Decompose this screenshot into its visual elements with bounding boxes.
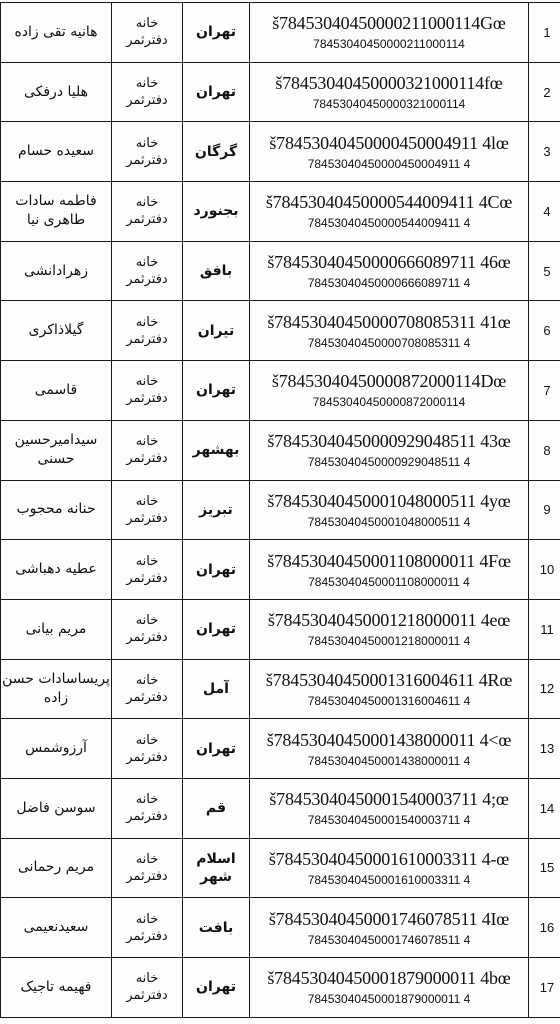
tracking-code-cell: [250, 838, 529, 898]
table-row: [1, 659, 560, 719]
tracking-number: 78453040450000872000114: [312, 395, 466, 410]
person-name: سوسن فاضل: [16, 799, 96, 816]
office-type-line1: خانه: [135, 971, 159, 987]
row-index: 13: [539, 741, 555, 757]
office-type-line1: خانه: [135, 314, 159, 330]
person-name-cell: [1, 898, 112, 958]
row-index-cell: [529, 301, 560, 361]
row-index: 3: [543, 144, 551, 160]
tracking-code-cell: [250, 420, 529, 480]
table-row: [1, 122, 560, 182]
row-index: 7: [543, 382, 551, 398]
tracking-code-cell: [250, 241, 529, 301]
person-name-cell: [1, 958, 112, 1018]
person-name-cell: [1, 659, 112, 719]
barcode-text: š78453040450000708085311 41œ: [267, 311, 511, 332]
person-name-cell: [1, 719, 112, 779]
person-name-cell: [1, 420, 112, 480]
city-cell: [183, 480, 250, 540]
city-name: اسلام شهر: [196, 850, 236, 885]
city-cell: [183, 420, 250, 480]
office-type-line2: دفترثمر: [126, 570, 168, 586]
tracking-code-cell: [250, 778, 529, 838]
row-index-cell: [529, 3, 560, 63]
barcode-text: š78453040450000929048511 43œ: [267, 431, 511, 452]
tracking-number: 78453040450000450004911 4: [307, 156, 471, 171]
barcode-text: š78453040450000544009411 4Cœ: [265, 192, 513, 213]
city-name: بهشهر: [192, 442, 240, 459]
row-index: 9: [543, 502, 551, 518]
office-type-line1: خانه: [135, 911, 159, 927]
person-name-cell: [1, 241, 112, 301]
office-type-cell: [112, 361, 183, 421]
office-type-line2: دفترثمر: [126, 331, 168, 347]
city-cell: [183, 778, 250, 838]
office-type-line2: دفترثمر: [126, 451, 168, 467]
office-type-line1: خانه: [135, 553, 159, 569]
office-type-line2: دفترثمر: [126, 809, 168, 825]
office-type-line1: خانه: [135, 792, 159, 808]
row-index-cell: [529, 719, 560, 779]
tracking-code-cell: [250, 122, 529, 182]
office-type-line2: دفترثمر: [126, 391, 168, 407]
row-index-cell: [529, 122, 560, 182]
person-name-cell: [1, 182, 112, 242]
city-name: تهران: [196, 561, 236, 578]
tracking-number: 78453040450001610003311 4: [307, 872, 471, 887]
office-type-cell: [112, 182, 183, 242]
row-index-cell: [529, 361, 560, 421]
row-index-cell: [529, 420, 560, 480]
barcode-text: š78453040450001316004611 4Rœ: [265, 669, 513, 690]
row-index: 11: [540, 621, 554, 637]
office-type-cell: [112, 958, 183, 1018]
tracking-code-cell: [250, 182, 529, 242]
city-cell: [183, 838, 250, 898]
row-index-cell: [529, 540, 560, 600]
office-type-line2: دفترثمر: [126, 93, 168, 109]
person-name-cell: [1, 540, 112, 600]
office-type-line1: خانه: [135, 672, 159, 688]
row-index: 2: [543, 84, 551, 100]
office-type-cell: [112, 540, 183, 600]
city-name: آمل: [203, 680, 229, 697]
tracking-number: 78453040450001746078511 4: [307, 932, 471, 947]
city-name: تهران: [196, 84, 236, 101]
table-row: [1, 62, 560, 122]
person-name: فاطمه سادات طاهری نیا: [15, 193, 97, 229]
office-type-cell: [112, 301, 183, 361]
person-name: هلیا درفکی: [23, 83, 89, 100]
table-row: [1, 420, 560, 480]
person-name: هانیه تقی زاده: [14, 23, 98, 40]
city-cell: [183, 898, 250, 958]
person-name: مریم بیانی: [25, 620, 87, 637]
city-cell: [183, 958, 250, 1018]
office-type-cell: [112, 480, 183, 540]
tracking-number: 78453040450000211000114: [313, 37, 465, 52]
office-type-line2: دفترثمر: [126, 33, 168, 49]
person-name-cell: [1, 62, 112, 122]
office-type-line1: خانه: [135, 434, 159, 450]
office-type-cell: [112, 241, 183, 301]
row-index: 4: [543, 203, 551, 219]
tracking-number: 78453040450001218000011 4: [307, 634, 471, 649]
office-type-line1: خانه: [135, 255, 159, 271]
person-name-cell: [1, 838, 112, 898]
person-name: سیدامیرحسین حسنی: [14, 432, 98, 468]
office-type-cell: [112, 420, 183, 480]
office-type-line1: خانه: [135, 732, 159, 748]
barcode-text: š78453040450000321000114fœ: [275, 73, 503, 94]
person-name-cell: [1, 778, 112, 838]
person-name: مریم رحمانی: [17, 859, 95, 876]
barcode-text: š78453040450001879000011 4bœ: [267, 968, 511, 989]
row-index-cell: [529, 480, 560, 540]
city-name: تهران: [196, 979, 236, 996]
row-index-cell: [529, 599, 560, 659]
row-index: 5: [543, 263, 551, 279]
person-name: عطیه دهباشی: [15, 561, 97, 578]
row-index: 15: [539, 860, 555, 876]
tracking-code-cell: [250, 958, 529, 1018]
office-type-line1: خانه: [135, 76, 159, 92]
table-body: [1, 3, 560, 1018]
office-type-line1: خانه: [135, 851, 159, 867]
tracking-code-cell: [250, 62, 529, 122]
office-type-line1: خانه: [135, 16, 159, 32]
row-index: 17: [539, 979, 555, 995]
row-index: 6: [543, 323, 551, 339]
office-type-cell: [112, 719, 183, 779]
city-cell: [183, 241, 250, 301]
barcode-text: š78453040450000211000114Gœ: [272, 13, 506, 34]
office-type-line2: دفترثمر: [126, 630, 168, 646]
person-name-cell: [1, 3, 112, 63]
table-row: [1, 838, 560, 898]
tracking-number: 78453040450001316004611 4: [307, 693, 471, 708]
office-type-line2: دفترثمر: [126, 988, 168, 1004]
city-cell: [183, 361, 250, 421]
registration-table: [0, 2, 560, 1018]
table-row: [1, 480, 560, 540]
city-name: تهران: [196, 24, 236, 41]
person-name: قاسمی: [34, 381, 78, 398]
office-type-line1: خانه: [135, 493, 159, 509]
barcode-text: š78453040450001746078511 4Iœ: [268, 908, 510, 929]
tracking-number: 78453040450000666089711 4: [307, 276, 471, 291]
city-name: بافق: [199, 263, 233, 280]
tracking-code-cell: [250, 540, 529, 600]
tracking-code-cell: [250, 659, 529, 719]
office-type-cell: [112, 778, 183, 838]
city-name: تبریز: [199, 501, 233, 518]
city-name: تهران: [196, 382, 236, 399]
table-row: [1, 599, 560, 659]
person-name: زهرادانشی: [24, 262, 88, 279]
table-row: [1, 182, 560, 242]
city-cell: [183, 540, 250, 600]
row-index: 8: [543, 442, 551, 458]
tracking-number: 78453040450001048000511 4: [307, 514, 471, 529]
person-name-cell: [1, 599, 112, 659]
city-name: تهران: [196, 740, 236, 757]
barcode-text: š78453040450001218000011 4eœ: [267, 610, 511, 631]
tracking-number: 78453040450000708085311 4: [307, 335, 471, 350]
person-name: سعیده حسام: [18, 143, 94, 160]
table-row: [1, 540, 560, 600]
tracking-number: 78453040450001879000011 4: [307, 992, 471, 1007]
barcode-text: š78453040450001610003311 4-œ: [268, 848, 510, 869]
city-cell: [183, 3, 250, 63]
office-type-line2: دفترثمر: [126, 152, 168, 168]
barcode-text: š78453040450001108000011 4Fœ: [267, 550, 511, 571]
row-index-cell: [529, 898, 560, 958]
table-row: [1, 241, 560, 301]
barcode-text: š78453040450000872000114Dœ: [271, 371, 507, 392]
tracking-code-cell: [250, 480, 529, 540]
tracking-number: 78453040450000929048511 4: [307, 455, 471, 470]
barcode-text: š78453040450000450004911 4lœ: [269, 132, 509, 153]
city-cell: [183, 182, 250, 242]
city-name: تهران: [196, 621, 236, 638]
row-index-cell: [529, 838, 560, 898]
person-name-cell: [1, 301, 112, 361]
table-row: [1, 301, 560, 361]
row-index: 16: [539, 920, 555, 936]
table-row: [1, 361, 560, 421]
office-type-line1: خانه: [135, 135, 159, 151]
city-cell: [183, 301, 250, 361]
barcode-text: š78453040450001540003711 4;œ: [269, 789, 509, 810]
city-cell: [183, 659, 250, 719]
table-row: [1, 898, 560, 958]
row-index: 14: [539, 800, 555, 816]
tracking-number: 78453040450001108000011 4: [308, 574, 470, 589]
city-name: بجنورد: [193, 203, 239, 220]
table-row: [1, 958, 560, 1018]
tracking-number: 78453040450001540003711 4: [307, 813, 471, 828]
table-row: [1, 719, 560, 779]
city-cell: [183, 122, 250, 182]
table-row: [1, 778, 560, 838]
tracking-number: 78453040450000544009411 4: [307, 216, 471, 231]
tracking-number: 78453040450000321000114: [312, 97, 466, 112]
office-type-line1: خانه: [135, 613, 159, 629]
tracking-code-cell: [250, 3, 529, 63]
row-index-cell: [529, 958, 560, 1018]
barcode-text: š78453040450001048000511 4yœ: [267, 490, 511, 511]
office-type-line2: دفترثمر: [126, 212, 168, 228]
person-name: حنانه محجوب: [16, 501, 96, 518]
office-type-line2: دفترثمر: [126, 689, 168, 705]
barcode-text: š78453040450000666089711 46œ: [267, 252, 511, 273]
row-index-cell: [529, 241, 560, 301]
tracking-code-cell: [250, 361, 529, 421]
city-name: قم: [205, 800, 227, 817]
tracking-code-cell: [250, 719, 529, 779]
row-index: 10: [539, 562, 555, 578]
person-name: گیلاذاکری: [28, 322, 84, 339]
city-name: بافت: [198, 919, 234, 936]
office-type-cell: [112, 659, 183, 719]
office-type-line2: دفترثمر: [126, 928, 168, 944]
row-index: 1: [543, 24, 551, 40]
office-type-line2: دفترثمر: [126, 868, 168, 884]
office-type-line1: خانه: [135, 195, 159, 211]
row-index: 12: [539, 681, 555, 697]
office-type-cell: [112, 599, 183, 659]
table-row: [1, 3, 560, 63]
tracking-code-cell: [250, 898, 529, 958]
person-name: فهیمه تاجیک: [20, 978, 92, 995]
row-index-cell: [529, 62, 560, 122]
person-name: پریساسادات حسن زاده: [2, 670, 110, 706]
office-type-cell: [112, 838, 183, 898]
office-type-line2: دفترثمر: [126, 749, 168, 765]
office-type-line1: خانه: [135, 374, 159, 390]
row-index-cell: [529, 182, 560, 242]
person-name-cell: [1, 480, 112, 540]
office-type-cell: [112, 898, 183, 958]
office-type-cell: [112, 3, 183, 63]
barcode-text: š78453040450001438000011 4<œ: [266, 729, 512, 750]
office-type-cell: [112, 122, 183, 182]
office-type-cell: [112, 62, 183, 122]
person-name: آرزوشمس: [25, 740, 87, 757]
city-cell: [183, 719, 250, 779]
city-name: گرگان: [194, 143, 238, 160]
person-name: سعیدنعیمی: [23, 919, 89, 936]
office-type-line2: دفترثمر: [126, 510, 168, 526]
person-name-cell: [1, 122, 112, 182]
city-cell: [183, 62, 250, 122]
tracking-number: 78453040450001438000011 4: [307, 753, 471, 768]
row-index-cell: [529, 778, 560, 838]
tracking-code-cell: [250, 599, 529, 659]
city-name: تیران: [197, 322, 235, 339]
row-index-cell: [529, 659, 560, 719]
office-type-line2: دفترثمر: [126, 272, 168, 288]
tracking-code-cell: [250, 301, 529, 361]
person-name-cell: [1, 361, 112, 421]
city-cell: [183, 599, 250, 659]
